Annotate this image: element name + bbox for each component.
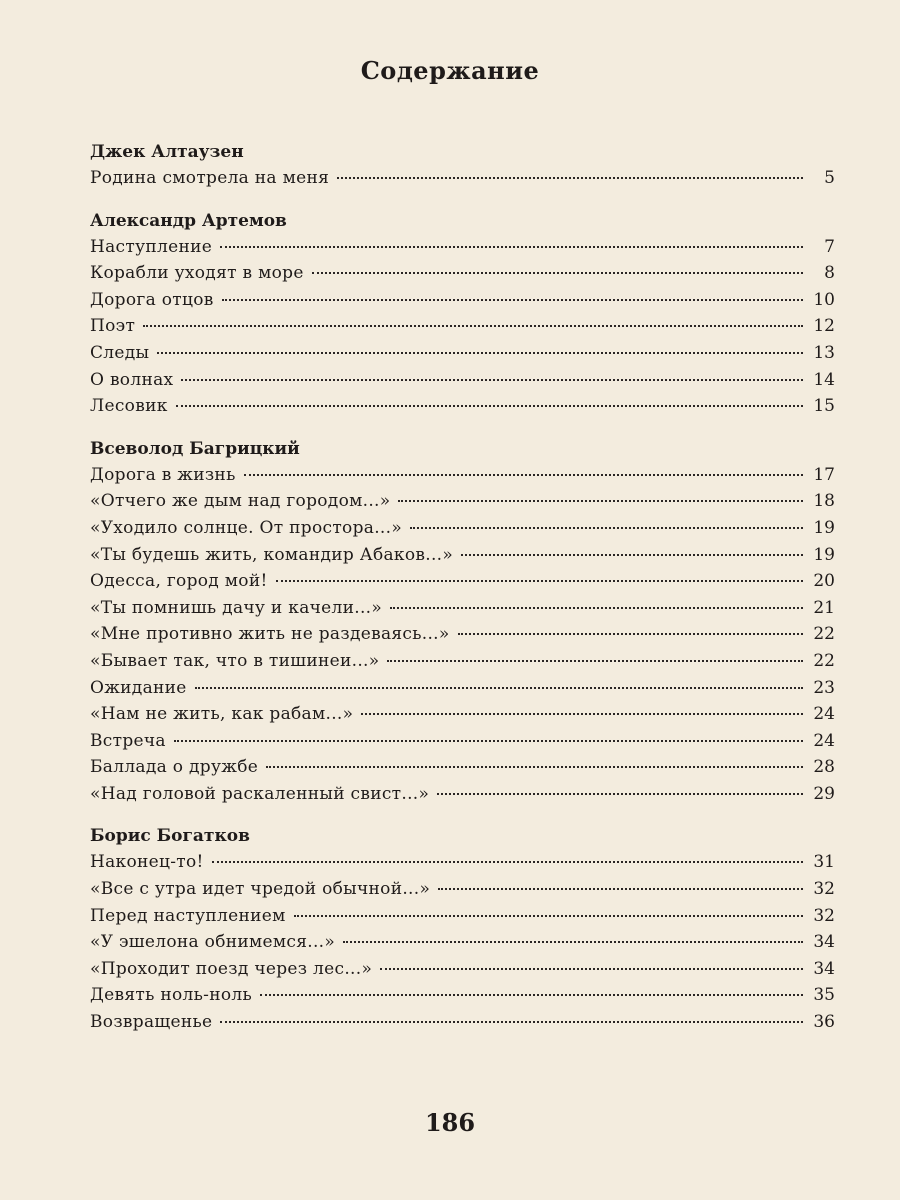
poem-page-number: 35 [813,985,835,1006]
poem-title: Встреча [90,730,166,751]
dot-leader [312,272,803,274]
toc-entry [90,1009,835,1036]
toc-section [90,824,835,1035]
dot-leader [387,660,803,662]
dot-leader [220,246,803,248]
dot-leader [410,527,803,529]
poem-title: «Бывает так, что в тишинеи...» [90,650,380,671]
poem-title: Баллада о дружбе [90,757,259,778]
toc-section [90,209,835,420]
page-title: Содержание [360,56,540,85]
dot-leader [337,177,803,179]
poem-title: «Все с утра идет чредой обычной...» [90,879,431,900]
dot-leader [174,740,803,742]
poem-title: Родина смотрела на меня [90,168,330,188]
poem-title: «Ты будешь жить, командир Абаков...» [90,544,454,565]
toc-entry [90,367,835,394]
author-name: Борис Богатков [90,826,250,847]
poem-page-number: 23 [813,677,835,698]
poem-title: О волнах [90,369,174,390]
dot-leader [143,325,803,327]
dot-leader [398,500,803,502]
poem-page-number: 19 [813,544,835,565]
toc-entry [90,903,835,930]
dot-leader [266,766,803,768]
poem-page-number: 36 [813,1012,835,1033]
poem-page-number: 20 [813,571,835,592]
toc-entry [90,754,835,781]
toc-entry [90,260,835,287]
poem-page-number: 31 [813,852,835,873]
poem-page-number: 22 [813,650,835,671]
poem-title: «Нам не жить, как рабам...» [90,704,354,725]
poem-title: Возвращенье [90,1012,213,1033]
poem-title: Одесса, город мой! [90,571,268,592]
poem-title: Поэт [90,316,136,337]
poem-page-number: 28 [813,757,835,778]
poem-page-number: 22 [813,624,835,645]
page-number: 186 [424,1108,476,1137]
dot-leader [157,352,803,354]
poem-page-number: 24 [813,704,835,725]
toc-entry [90,849,835,876]
poem-title: Корабли уходят в море [90,263,304,284]
poem-title: «Мне противно жить не раздеваясь...» [90,624,450,645]
dot-leader [294,915,803,917]
poem-title: Следы [90,342,150,363]
dot-leader [222,299,803,301]
poem-page-number: 32 [813,905,835,926]
poem-title: Лесовик [90,396,168,417]
poem-page-number: 34 [813,932,835,953]
poem-title: «У эшелона обнимемся...» [90,932,336,953]
toc-entry [90,568,835,595]
dot-leader [181,379,803,381]
dot-leader [390,607,803,609]
poem-page-number: 13 [813,342,835,363]
poem-title: Ожидание [90,677,187,698]
toc-section [90,140,835,192]
dot-leader [461,554,803,556]
toc-entry [90,313,835,340]
dot-leader [438,888,803,890]
dot-leader [343,941,803,943]
toc-entry [90,595,835,622]
poem-title: Перед наступлением [90,905,286,926]
toc-entry [90,393,835,420]
dot-leader [276,580,803,582]
poem-page-number: 29 [813,783,835,804]
poem-page-number: 7 [824,236,835,257]
poem-page-number: 24 [813,730,835,751]
poem-page-number: 34 [813,958,835,979]
author-name: Джек Алтаузен [90,142,244,162]
toc-entry [90,675,835,702]
toc-entry [90,728,835,755]
dot-leader [437,793,803,795]
dot-leader [244,474,803,476]
poem-title: «Ты помнишь дачу и качели...» [90,597,383,618]
dot-leader [361,713,803,715]
toc-entry [90,340,835,367]
toc-section [90,437,835,808]
toc-entry [90,876,835,903]
toc-entry [90,287,835,314]
poem-title: Дорога в жизнь [90,464,236,485]
poem-title: «Уходило солнце. От простора...» [90,517,403,538]
toc-entry [90,488,835,515]
toc-entry [90,982,835,1009]
dot-leader [458,633,803,635]
dot-leader [176,405,803,407]
author-name: Александр Артемов [90,210,287,231]
dot-leader [212,861,803,863]
dot-leader [380,968,803,970]
poem-title: «Над головой раскаленный свист...» [90,783,430,804]
poem-page-number: 17 [813,464,835,485]
toc-entry [90,956,835,983]
toc-entry [90,515,835,542]
poem-page-number: 12 [813,316,835,337]
poem-page-number: 18 [813,491,835,512]
poem-page-number: 15 [813,396,835,417]
poem-title: «Проходит поезд через лес...» [90,958,373,979]
poem-page-number: 10 [813,289,835,310]
toc-entry [90,542,835,569]
dot-leader [260,994,803,996]
toc-entry [90,781,835,808]
poem-page-number: 8 [824,263,835,284]
poem-page-number: 14 [813,369,835,390]
poem-title: Наступление [90,236,213,257]
table-of-contents [90,140,835,1036]
poem-page-number: 19 [813,517,835,538]
author-name: Всеволод Багрицкий [90,438,300,459]
poem-page-number: 5 [824,168,835,188]
toc-entry [90,234,835,261]
dot-leader [195,687,803,689]
poem-page-number: 21 [813,597,835,618]
poem-title: Девять ноль-ноль [90,985,253,1006]
toc-entry [90,462,835,489]
toc-entry [90,929,835,956]
toc-entry [90,165,835,192]
poem-title: Дорога отцов [90,289,214,310]
poem-title: Наконец-то! [90,852,204,873]
poem-title: «Отчего же дым над городом...» [90,491,391,512]
toc-entry [90,648,835,675]
toc-entry [90,621,835,648]
dot-leader [220,1021,803,1023]
poem-page-number: 32 [813,879,835,900]
toc-entry [90,701,835,728]
